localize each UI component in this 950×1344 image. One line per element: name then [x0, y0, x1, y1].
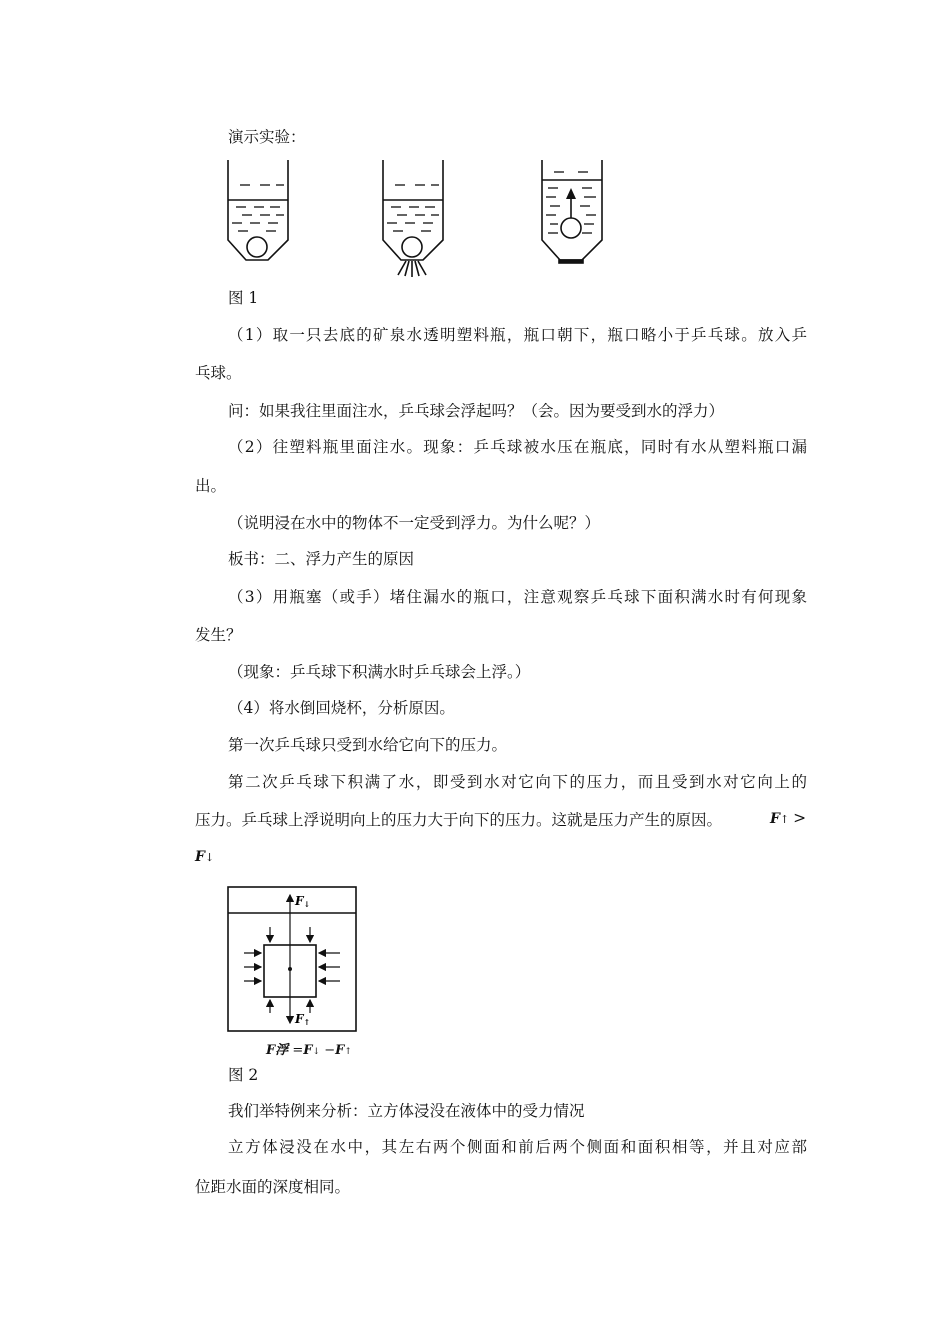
greater-than-sign: >: [793, 809, 807, 827]
second-time-line-1: 第二次乒乓球下积满了水，即受到水对它向下的压力，而且受到水对它向上的: [228, 773, 807, 791]
cube-line-1: 立方体浸没在水中，其左右两个侧面和前后两个侧面和面积相等，并且对应部: [228, 1138, 807, 1156]
step-2-line-2: 出。: [195, 477, 227, 495]
force-symbol: F: [770, 811, 780, 827]
step-1-line-1: （1）取一只去底的矿泉水透明塑料瓶，瓶口朝下，瓶口略小于乒乓球。放入乒: [228, 326, 807, 344]
board-heading: 板书：二、浮力产生的原因: [228, 550, 415, 568]
up-arrow-icon: ↑: [344, 1047, 352, 1057]
step-1-line-2: 乓球。: [195, 364, 242, 382]
formula-lhs: F浮: [266, 1043, 289, 1058]
step-3-line-2: 发生？: [195, 626, 242, 644]
figure-1-caption: 图 1: [228, 289, 259, 307]
force-symbol: F: [195, 849, 205, 865]
inequality-rhs: [195, 846, 214, 868]
step-3-line-1: （3）用瓶塞（或手）堵住漏水的瓶口，注意观察乒乓球下面积满水时有何现象: [228, 588, 807, 606]
question-text: 问：如果我往里面注水，乒乓球会浮起吗？（会。因为要受到水的浮力）: [228, 402, 725, 420]
step-2-line-1: （2）往塑料瓶里面注水。现象：乒乓球被水压在瓶底，同时有水从塑料瓶口漏: [228, 438, 807, 456]
phenomenon-text: （现象：乒乓球下积满水时乒乓球会上浮。）: [228, 663, 531, 681]
force-symbol: F: [335, 1043, 345, 1058]
cube-line-2: 位距水面的深度相同。: [195, 1178, 351, 1196]
figure-2-caption: 图 2: [228, 1066, 259, 1084]
step-4-text: （4）将水倒回烧杯，分析原因。: [228, 699, 455, 717]
figure-2-cube-forces: [222, 883, 362, 1035]
formula-equals: =: [292, 1043, 304, 1058]
down-arrow-icon: ↓: [312, 1047, 321, 1057]
buoyancy-formula: [266, 1041, 352, 1062]
down-arrow-icon: ↓: [204, 851, 215, 864]
f-down-label: F↓: [295, 894, 311, 909]
inequality-lhs: [770, 808, 806, 830]
note-text: （说明浸在水中的物体不一定受到浮力。为什么呢？）: [228, 514, 601, 532]
up-arrow-icon: ↑: [779, 813, 790, 826]
second-time-line-2: 压力。乒乓球上浮说明向上的压力大于向下的压力。这就是压力产生的原因。: [195, 811, 723, 829]
force-symbol: F: [303, 1043, 313, 1058]
formula-minus: −: [324, 1043, 336, 1058]
figure-1-bottles: [210, 155, 620, 280]
first-time-text: 第一次乒乓球只受到水给它向下的压力。: [228, 736, 508, 754]
f-up-label: F↑: [295, 1012, 311, 1027]
demo-title: 演示实验：: [228, 128, 306, 146]
example-intro: 我们举特例来分析：立方体浸没在液体中的受力情况: [228, 1102, 585, 1120]
